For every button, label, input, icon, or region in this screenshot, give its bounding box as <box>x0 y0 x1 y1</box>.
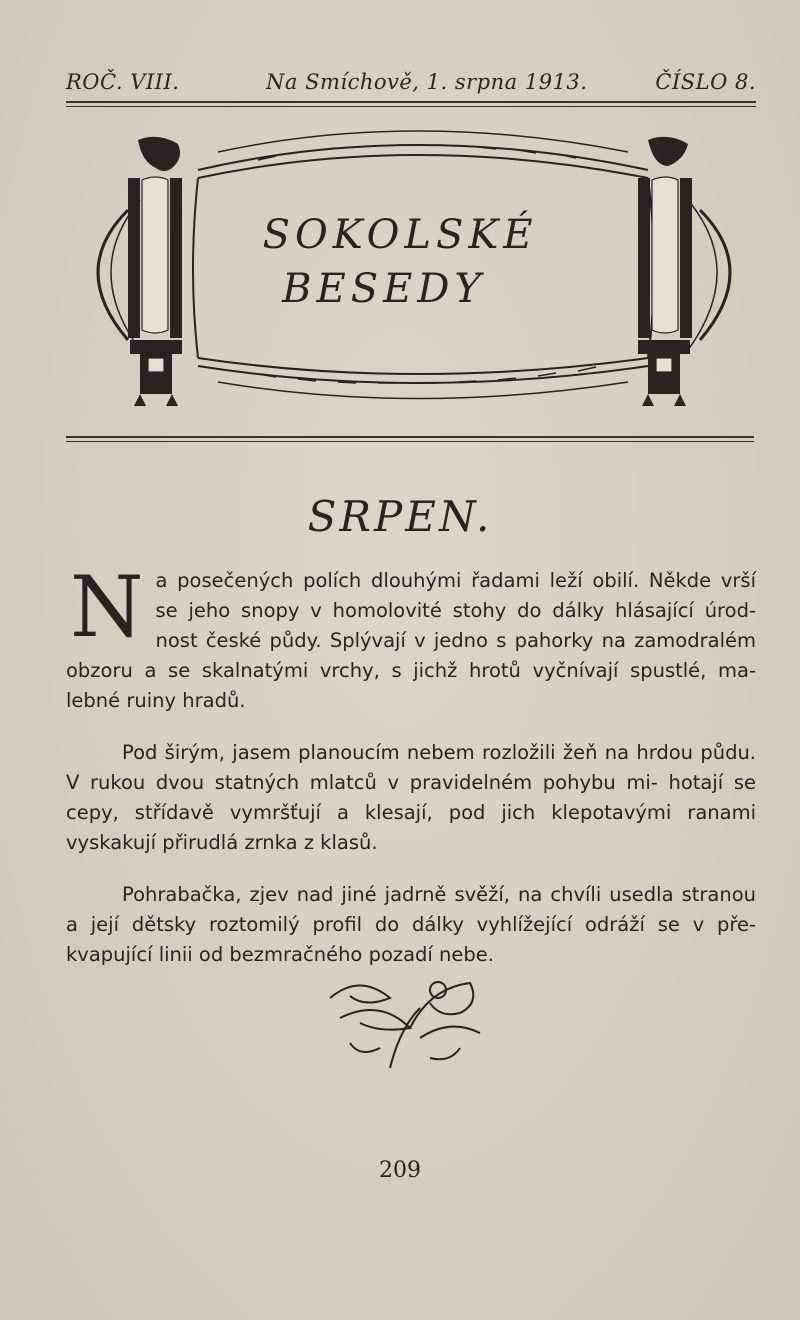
article-title: SRPEN. <box>307 492 493 541</box>
page-number: 209 <box>379 1158 421 1183</box>
paragraph: Pohrabačka, zjev nad jiné jadrně svěží, na chvíli usedla stranou a její dětsky roztomilý profil do dálky vyhlížející odráží se v pře- kvapující linii od bezmračného pozadí nebe. <box>66 883 756 966</box>
section-rule <box>66 441 754 442</box>
masthead-title-line1: SOKOLSKÉ <box>262 212 538 258</box>
header-rule <box>66 106 756 107</box>
article-body <box>66 558 756 970</box>
masthead-title-line2: BESEDY <box>282 266 486 312</box>
masthead-banner <box>68 130 760 420</box>
running-header <box>66 70 756 104</box>
section-rule <box>66 436 754 438</box>
floral-ornament-icon <box>320 968 500 1078</box>
paragraph <box>66 558 756 716</box>
header-rule <box>66 101 756 103</box>
paragraph: Pod širým, jasem planoucím nebem rozložili žeň na hrdou půdu. V rukou dvou statných mlatců v pravidelném pohybu mi- hotají se cepy, střídavě vymršťují a klesají, pod jich klepotavými ranami vyskakují přirudlá zrnka z klasů. <box>66 741 756 854</box>
place-date-label: Na Smíchově, 1. srpna 1913. <box>266 70 588 94</box>
drop-cap: N <box>70 558 144 656</box>
volume-label: ROČ. VIII. <box>66 70 180 94</box>
paragraph-text: a posečených polích dlouhými řadami leží obilí. Někde vrší se jeho snopy v homolovité stohy do dálky hlásající úrod- nost české půdy. Splývají v jedno s pahorky na zamodralém obzoru a se skalnatými vrchy, s jichž hrotů vyčnívají spustlé, ma- lebné ruiny hradů. <box>66 569 756 712</box>
issue-label: ČÍSLO 8. <box>655 70 756 94</box>
